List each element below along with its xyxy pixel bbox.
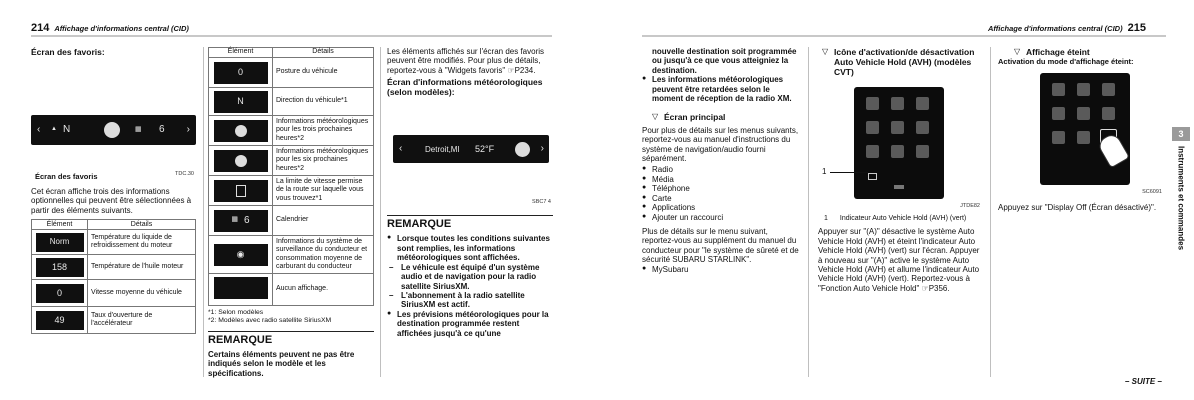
table-cell: Température du liquide de refroidissement du moteur <box>88 230 196 255</box>
favorites-right-value: 6 <box>159 124 165 136</box>
callout-number: 1 <box>822 167 827 177</box>
table-row <box>209 88 374 116</box>
list-item: ● Lorsque toutes les conditions suivantes sont remplies, les informations météorologiques sont affichées. <box>387 234 553 262</box>
avh-screen-figure <box>818 83 984 211</box>
table-row <box>32 255 196 280</box>
apps-icon <box>891 121 904 134</box>
thumb-value: 158 <box>51 261 68 272</box>
thumb-value: 0 <box>237 67 243 78</box>
speed-limit-icon <box>236 185 246 197</box>
list-item: ● Carte <box>642 194 802 203</box>
main-screen-heading-text: Écran principal <box>664 111 726 122</box>
table-cell: Aucun affichage. <box>273 274 374 306</box>
map-icon <box>866 121 879 134</box>
table-header: Élément <box>32 220 88 230</box>
column-divider <box>203 47 204 377</box>
favorites-heading: Écran des favoris: <box>31 47 105 57</box>
thumb-value: 49 <box>54 314 65 325</box>
column-avh <box>818 47 984 293</box>
right-header-rule <box>642 35 1166 37</box>
settings-icon <box>1102 107 1115 120</box>
menu-list <box>642 265 802 274</box>
table-row <box>32 307 196 334</box>
coolant-thumb <box>36 233 84 252</box>
remarque-title: REMARQUE <box>208 331 374 347</box>
table-header: Détails <box>273 48 374 58</box>
column-main-screen <box>642 47 802 274</box>
remarque-sublist <box>387 263 553 310</box>
triangle-icon: ▽ <box>652 111 659 121</box>
chapter-tab: 3 <box>1172 127 1190 141</box>
favorites-change-text: Les éléments affichés sur l'écran des favoris peuvent être modifiés. Pour plus de détails, reportez-vous à "Widgets favoris" ☞P234. <box>387 47 545 75</box>
starlink-text: Plus de détails sur le menu suivant, reportez-vous au supplément du manuel du conducteur pour "le système de sûreté et de sécurité SUBARU STARLINK". <box>642 227 799 265</box>
left-running-title: Affichage d'informations central (CID) <box>54 24 189 33</box>
table-row <box>209 274 374 306</box>
avg-speed-thumb <box>36 284 84 303</box>
table-cell: Vitesse moyenne du véhicule <box>88 280 196 307</box>
favorites-screen <box>31 115 196 145</box>
mysubaru-icon <box>891 145 904 158</box>
favorites-items-table <box>31 219 196 334</box>
mysubaru-icon <box>1077 131 1090 144</box>
image-code: JTDE82 <box>960 203 980 210</box>
shortcut-icon <box>916 145 929 158</box>
table-cell: Taux d'ouverture de l'accélérateur <box>88 307 196 334</box>
display-off-text: Appuyez sur "Display Off (Écran désactivé)". <box>998 202 1157 212</box>
driver-monitor-icon: ◉ <box>236 249 245 260</box>
chapter-tab-label <box>1172 146 1190 286</box>
media-icon <box>891 97 904 110</box>
callout-line <box>830 172 868 173</box>
left-page-number: 214 <box>31 22 50 34</box>
avh-heading <box>822 47 984 77</box>
weather-screen <box>393 135 549 163</box>
table-row <box>209 206 374 236</box>
table-cell: Calendrier <box>273 206 374 236</box>
footnote: *1: Selon modèles <box>208 309 264 316</box>
items-table <box>208 47 374 306</box>
favorites-left-value: N <box>63 124 71 136</box>
right-page-header <box>988 22 1146 36</box>
table-row <box>209 58 374 88</box>
apps-icon <box>1077 107 1090 120</box>
column-divider <box>990 47 991 377</box>
table-header: Élément <box>209 48 273 58</box>
favorites-screen-figure <box>31 105 196 181</box>
table-row <box>32 230 196 255</box>
chapter-tab-text: Instruments et commandes <box>1176 146 1186 251</box>
table-cell: La limite de vitesse permise de la route sur laquelle vous vous trouvez*1 <box>273 176 374 206</box>
table-cell: Direction du véhicule*1 <box>273 88 374 116</box>
column-favorites <box>31 47 196 334</box>
map-icon <box>1052 107 1065 120</box>
calendar-thumb <box>214 210 268 232</box>
table-row <box>209 176 374 206</box>
weather-screen-figure <box>387 97 553 207</box>
display-off-figure <box>998 71 1166 199</box>
right-running-title: Affichage d'informations central (CID) <box>988 24 1123 33</box>
compass-icon: ▲ <box>51 126 57 133</box>
triangle-icon: ▽ <box>1014 47 1021 56</box>
main-screen-text: Pour plus de détails sur les menus suivants, reportez-vous au manuel d'instructions du système de navigation/audio fourni séparément. <box>642 125 799 163</box>
list-item: ● Les informations météorologiques peuvent être retardées selon le moment de réception de la radio XM. <box>642 75 802 103</box>
weather-note-list <box>642 75 802 103</box>
table-row <box>209 146 374 176</box>
thumb-value: 0 <box>56 287 62 298</box>
list-item: ● Ajouter un raccourci <box>642 213 802 222</box>
radio-icon <box>1052 83 1065 96</box>
weather-3h-thumb <box>214 120 268 142</box>
menu-list <box>642 165 802 222</box>
triangle-icon: ▽ <box>822 47 829 56</box>
list-item: ● Téléphone <box>642 184 802 193</box>
vehicle-posture-thumb <box>214 62 268 84</box>
list-item: ● Radio <box>642 165 802 174</box>
phone-icon <box>1102 83 1115 96</box>
favorites-intro: Cet écran affiche trois des informations optionnelles qui peuvent être sélectionnées à partir des éléments suivants. <box>31 186 192 215</box>
knob-icon <box>104 122 120 138</box>
table-row <box>32 280 196 307</box>
list-item: ● Les prévisions météorologiques pour la destination programmée restent affichées jusqu'à ce qu'une <box>387 310 553 338</box>
column-weather <box>387 47 553 338</box>
table-cell: Posture du véhicule <box>273 58 374 88</box>
weather-6h-thumb <box>214 150 268 172</box>
weather-heading: Écran d'informations météorologiques (selon modèles): <box>387 77 543 98</box>
table-row <box>209 236 374 274</box>
table-cell: Informations météorologiques pour les trois prochaines heures*2 <box>273 116 374 146</box>
display-off-heading <box>1014 47 1166 57</box>
home-screen <box>854 87 944 199</box>
image-code: SC6091 <box>1142 188 1162 195</box>
footnote: *2: Modèles avec radio satellite SiriusXM <box>208 317 332 325</box>
calendar-icon: ▦ <box>231 216 239 224</box>
list-item: – Le véhicule est équipé d'un système audio et de navigation pour la radio satellite SiriusXM. <box>387 263 553 291</box>
weather-icon <box>235 155 247 167</box>
oil-temp-thumb <box>36 258 84 277</box>
image-code: TDC.30 <box>175 171 194 178</box>
main-screen-heading <box>652 112 802 122</box>
table-cell: Température de l'huile moteur <box>88 255 196 280</box>
column-divider <box>808 47 809 377</box>
column-display-off <box>998 47 1166 212</box>
column-items <box>208 47 374 378</box>
home-screen <box>1040 73 1130 185</box>
weather-icon <box>515 142 530 157</box>
list-item: – L'abonnement à la radio satellite SiriusXM est actif. <box>387 291 553 310</box>
compass-thumb <box>214 91 268 113</box>
column-divider <box>380 47 381 377</box>
gauge-icon: ▦ <box>135 125 142 133</box>
chevron-right-icon: › <box>186 124 190 136</box>
avh-text: Appuyer sur "(A)" désactive le système Auto Vehicle Hold (AVH) et éteint l'indicateur Auto Vehicle Hold (AVH) (vert) sur l'écran. Appuyer à nouveau sur "(A)" active le système Auto Vehicle Hold (AVH) et allume l'indicateur Auto Vehicle Hold (AVH) (vert). Reportez-vous à "Fonction Auto Vehicle Hold" ☞P356. <box>818 227 980 293</box>
chevron-left-icon: ‹ <box>37 124 41 136</box>
remarque-list <box>387 234 553 262</box>
image-code: SBC7 4 <box>532 199 551 206</box>
avh-heading-text: Icône d'activation/de désactivation Auto Vehicle Hold (AVH) (modèles CVT) <box>834 47 975 78</box>
chevron-left-icon: ‹ <box>399 143 403 155</box>
thumb-value: Norm <box>49 237 70 247</box>
remarque-text: Certains éléments peuvent ne pas être indiqués selon le modèle et les spécifications. <box>208 350 355 378</box>
suite-label: – SUITE – <box>1125 377 1162 386</box>
weather-temp: 52°F <box>475 144 495 155</box>
list-item: ● MySubaru <box>642 265 802 274</box>
add-shortcut-icon <box>866 145 879 158</box>
display-off-subheading: Activation du mode d'affichage éteint: <box>998 57 1134 67</box>
left-page-header <box>31 22 189 36</box>
radio-icon <box>866 97 879 110</box>
table-cell: Informations du système de surveillance du conducteur et consommation moyenne de carburant du conducteur <box>273 236 374 274</box>
caption-text: Indicateur Auto Vehicle Hold (AVH) (vert) <box>839 215 967 223</box>
chevron-right-icon: › <box>540 143 544 155</box>
media-icon <box>1077 83 1090 96</box>
table-row <box>209 116 374 146</box>
settings-icon <box>916 121 929 134</box>
remarque-list <box>387 310 553 338</box>
add-shortcut-icon <box>1052 131 1065 144</box>
table-cell: Informations météorologiques pour les six prochaines heures*2 <box>273 146 374 176</box>
display-off-heading-text: Affichage éteint <box>1026 47 1090 57</box>
left-header-rule <box>31 35 552 37</box>
avh-caption <box>824 215 984 223</box>
phone-icon <box>916 97 929 110</box>
driver-monitor-thumb <box>214 244 268 266</box>
thumb-value: 6 <box>244 214 250 226</box>
caption-number: 1 <box>824 215 828 223</box>
speed-limit-thumb <box>214 180 268 202</box>
blank-thumb <box>214 277 268 299</box>
home-icon <box>894 185 904 189</box>
throttle-thumb <box>36 311 84 330</box>
table-header: Détails <box>88 220 196 230</box>
favorites-caption: Écran des favoris <box>35 172 98 182</box>
remarque-title: REMARQUE <box>387 215 553 231</box>
list-item: ● Applications <box>642 203 802 212</box>
avh-indicator-icon <box>868 173 877 180</box>
thumb-value: N <box>237 96 244 107</box>
weather-icon <box>235 125 247 137</box>
right-page-number: 215 <box>1127 22 1146 34</box>
list-item: ● Média <box>642 175 802 184</box>
continued-text: nouvelle destination soit programmée ou jusqu'à ce que vous atteigniez la destination. <box>652 47 797 75</box>
weather-city: Detroit,MI <box>425 144 460 154</box>
